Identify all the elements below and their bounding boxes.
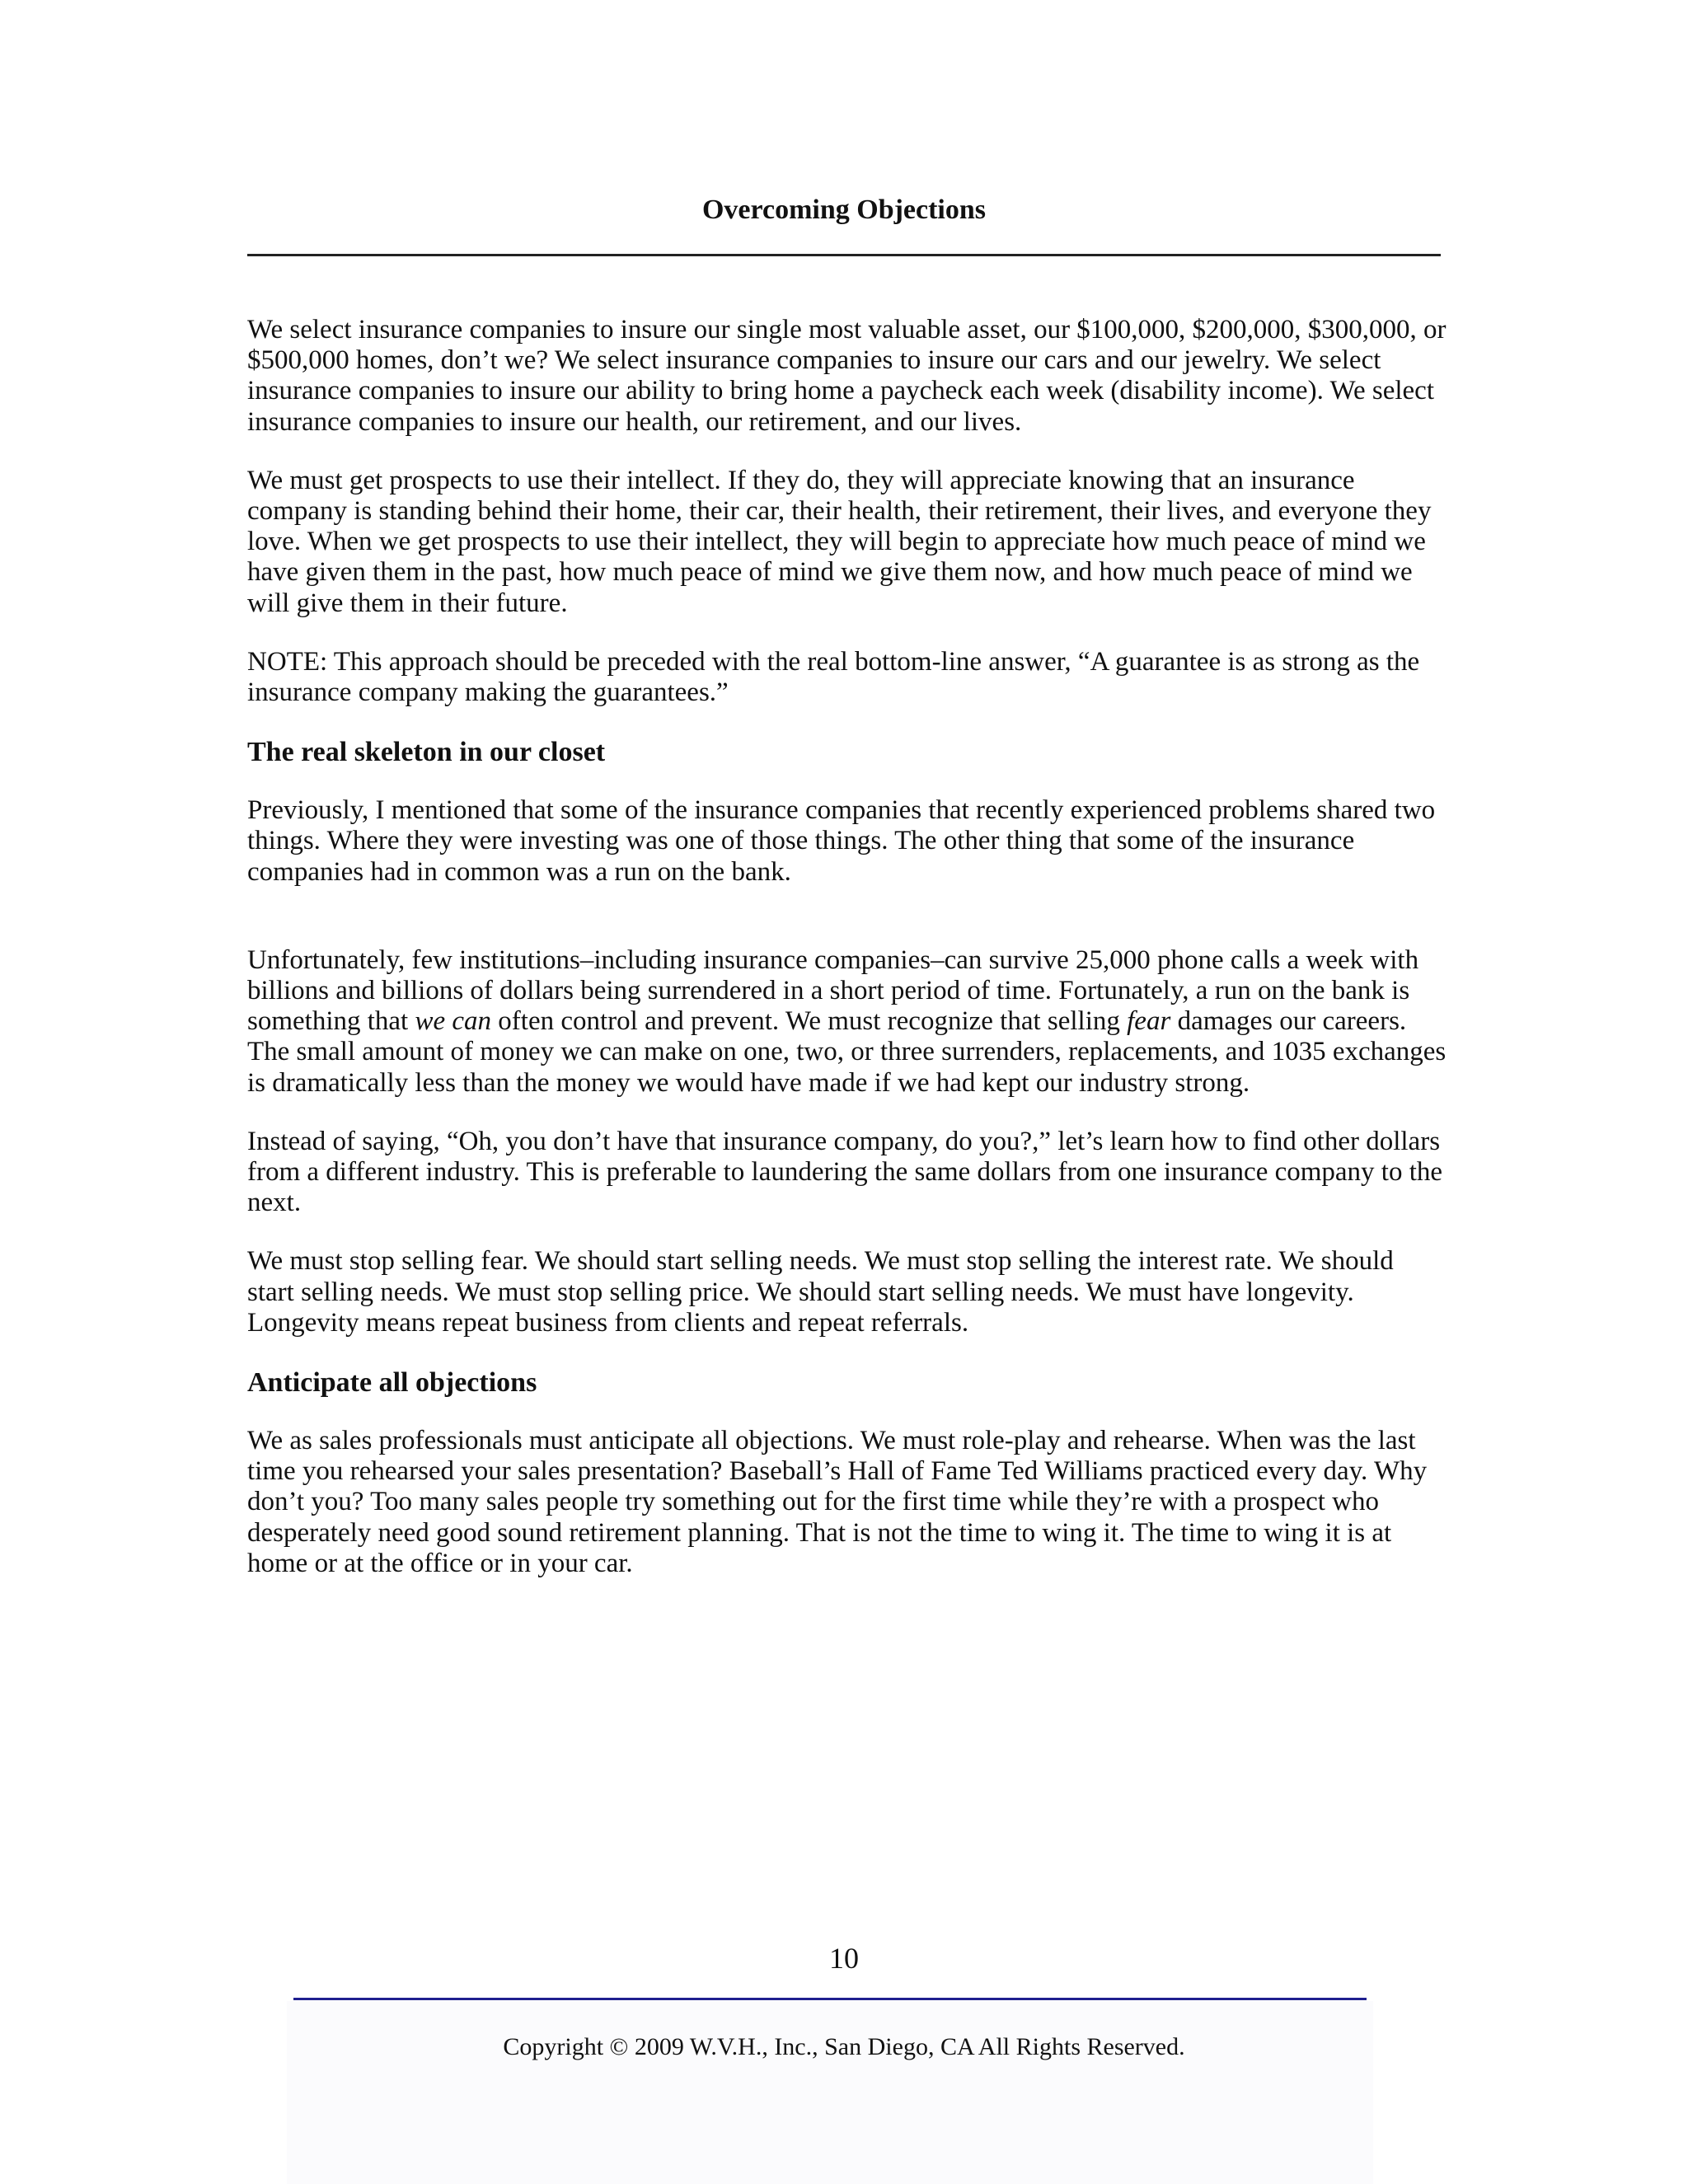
emphasis-fear: fear [1127,1006,1171,1037]
copyright-notice: Copyright © 2009 W.V.H., Inc., San Diego, CA All Rights Reserved. [503,2033,1185,2060]
paragraph-other-dollars: Instead of saying, “Oh, you don’t have that insurance company, do you?,” let’s learn how to find other dollars from a different industry. This is preferable to laundering the same dollars from one insurance company to the next. [247,1126,1443,1218]
emphasis-we-can: we can [415,1006,492,1037]
paragraph-selling-needs: We must stop selling fear. We should start selling needs. We must stop selling the interest rate. We should start selling needs. We must stop selling price. We should start selling needs. We must have longevity. Longevity means repeat business from clients and repeat referrals. [247,1246,1394,1338]
document-body [247,315,1447,1579]
text-run: Unfortunately, few institutions–including insurance companies–can survive 25,000 phone calls a week with billions and billions of dollars being surrendered in a short period of time. Fortunately, a run on the bank is something that [247,944,1419,1037]
footer-divider [293,1998,1367,2000]
page-title: Overcoming Objections [701,194,987,225]
section-heading-skeleton: The real skeleton in our closet [247,737,606,768]
text-run: often control and prevent. We must recognize that selling [491,1006,1128,1037]
paragraph-note: NOTE: This approach should be preceded with the real bottom-line answer, “A guarantee is as strong as the insurance company making the guarantees.” [247,646,1420,708]
paragraph-selling-fear [247,945,1447,1099]
page-number: 10 [829,1942,859,1975]
paragraph-rehearse: We as sales professionals must anticipate all objections. We must role-play and rehearse. When was the last time you rehearsed your sales presentation? Baseball’s Hall of Fame Ted Williams practiced every day. Why don’t you? Too many sales people try something out for the first time while they’re with a prospect who desperately need good sound retirement planning. That is not the time to wing it. The time to wing it is at home or at the office or in your car. [247,1426,1428,1578]
footer-panel [287,2001,1373,2184]
section-heading-anticipate: Anticipate all objections [247,1367,537,1399]
header-divider [247,254,1441,256]
paragraph-prospect-intellect: We must get prospects to use their intellect. If they do, they will appreciate knowing that an insurance company is standing behind their home, their car, their health, their retirement, their lives, and everyone they love. When we get prospects to use their intellect, they will begin to appreciate how much peace of mind we have given them in the past, how much peace of mind we give them now, and how much peace of mind we will give them in their future. [247,465,1432,618]
paragraph-insured-assets: We select insurance companies to insure our single most valuable asset, our $100,000, $200,000, $300,000, or $500,000 homes, don’t we? We select insurance companies to insure our cars and our jewelry. We select insurance companies to insure our ability to bring home a paycheck each week (disability income). We select insurance companies to insure our health, our retirement, and our lives. [247,315,1447,437]
text-run: damages our careers. The small amount of money we can make on one, two, or three surrenders, replacements, and 1035 exchanges is dramatically less than the money we would have made if we had kept our industry strong. [247,1006,1447,1098]
paragraph-run-on-bank: Previously, I mentioned that some of the insurance companies that recently experienced problems shared two things. Where they were investing was one of those things. The other thing that some of the insurance companies had in common was a run on the bank. [247,795,1436,887]
